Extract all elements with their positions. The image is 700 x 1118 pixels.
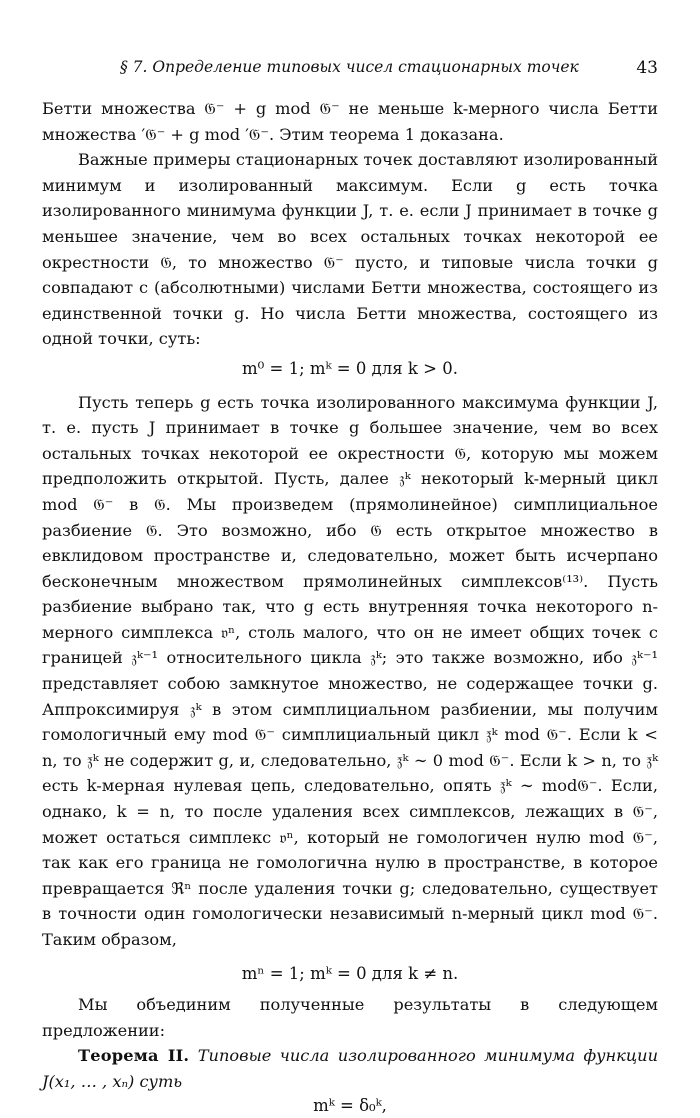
theorem-heading: Теорема II. (78, 1046, 190, 1066)
page-body (42, 96, 658, 1118)
paragraph: Пусть теперь g есть точка изолированного максимума функции J, т. е. пусть J принимает в точке g большее значение, чем во всех остальных точках некоторой ее окрестности 𝔊, которую мы можем предположить открытой. Пусть, далее 𝔷ᵏ некоторый k-мерный цикл mod 𝔊⁻ в 𝔊. Мы произведем (прямолинейное) симплициальное разбиение 𝔊. Это возможно, ибо 𝔊 есть открытое множество в евклидовом пространстве и, следовательно, может быть исчерпано бесконечным множеством прямолинейных симплексов⁽¹³⁾. Пусть разбиение выбрано так, что g есть внутренняя точка некоторого n-мерного симплекса 𝔳ⁿ, столь малого, что он не имеет общих точек с границей 𝔷ᵏ⁻¹ относительного цикла 𝔷ᵏ; это также возможно, ибо 𝔷ᵏ⁻¹ представляет собою замкнутое множество, не содержащее точки g. Аппроксимируя 𝔷ᵏ в этом симплициальном разбиении, мы получим гомологичный ему mod 𝔊⁻ симплициальный цикл 𝔷̄ᵏ mod 𝔊⁻. Если k < n, то 𝔷̄ᵏ не содержит g, и, следовательно, 𝔷̄ᵏ ∼ 0 mod 𝔊⁻. Если k > n, то 𝔷̄ᵏ есть k-мерная нулевая цепь, следовательно, опять 𝔷̄ᵏ ∼ mod𝔊⁻. Если, однако, k = n, то после удаления всех симплексов, лежащих в 𝔊⁻, может остаться симплекс 𝔳ⁿ, который не гомологичен нулю mod 𝔊⁻, так как его граница не гомологична нулю в пространстве, в которое превращается ℜⁿ после удаления точки g; следовательно, существует в точности один гомологически независимый n-мерный цикл mod 𝔊⁻. Таким образом, (42, 392, 658, 949)
display-formula: mⁿ = 1; mᵏ = 0 для k ≠ n. (241, 963, 459, 983)
display-formula: m⁰ = 1; mᵏ = 0 для k > 0. (242, 358, 458, 378)
page-header (42, 58, 658, 82)
theorem-statement: Типовые числа изолированного минимума функции J(x₁, … , xₙ) суть (42, 1046, 658, 1091)
paragraph: Важные примеры стационарных точек доставляют изолированный минимум и изолированный максимум. Если g есть точка изолированного минимума функции J, т. е. если J принимает в точке g меньшее значение, чем во всех остальных точках некоторой ее окрестности 𝔊, то множество 𝔊⁻ пусто, и типовые числа точки g совпадают с (абсолютными) числами Бетти множества, состоящего из единственной точки g. Но числа Бетти множества, состоящего из одной точки, суть: (42, 150, 658, 349)
display-formula: mᵏ = δ₀ᵏ, (313, 1095, 387, 1115)
theorem (42, 1043, 658, 1094)
paragraph: Бетти множества 𝔊⁻ + g mod 𝔊⁻ не меньше k-мерного числа Бетти множества ′𝔊⁻ + g mod ′𝔊⁻. Этим теорема 1 доказана. (42, 99, 658, 144)
paragraph: Мы объединим полученные результаты в следующем предложении: (42, 995, 658, 1040)
running-title: § 7. Определение типовых чисел стационарных точек (120, 58, 579, 76)
page-number: 43 (636, 58, 658, 78)
